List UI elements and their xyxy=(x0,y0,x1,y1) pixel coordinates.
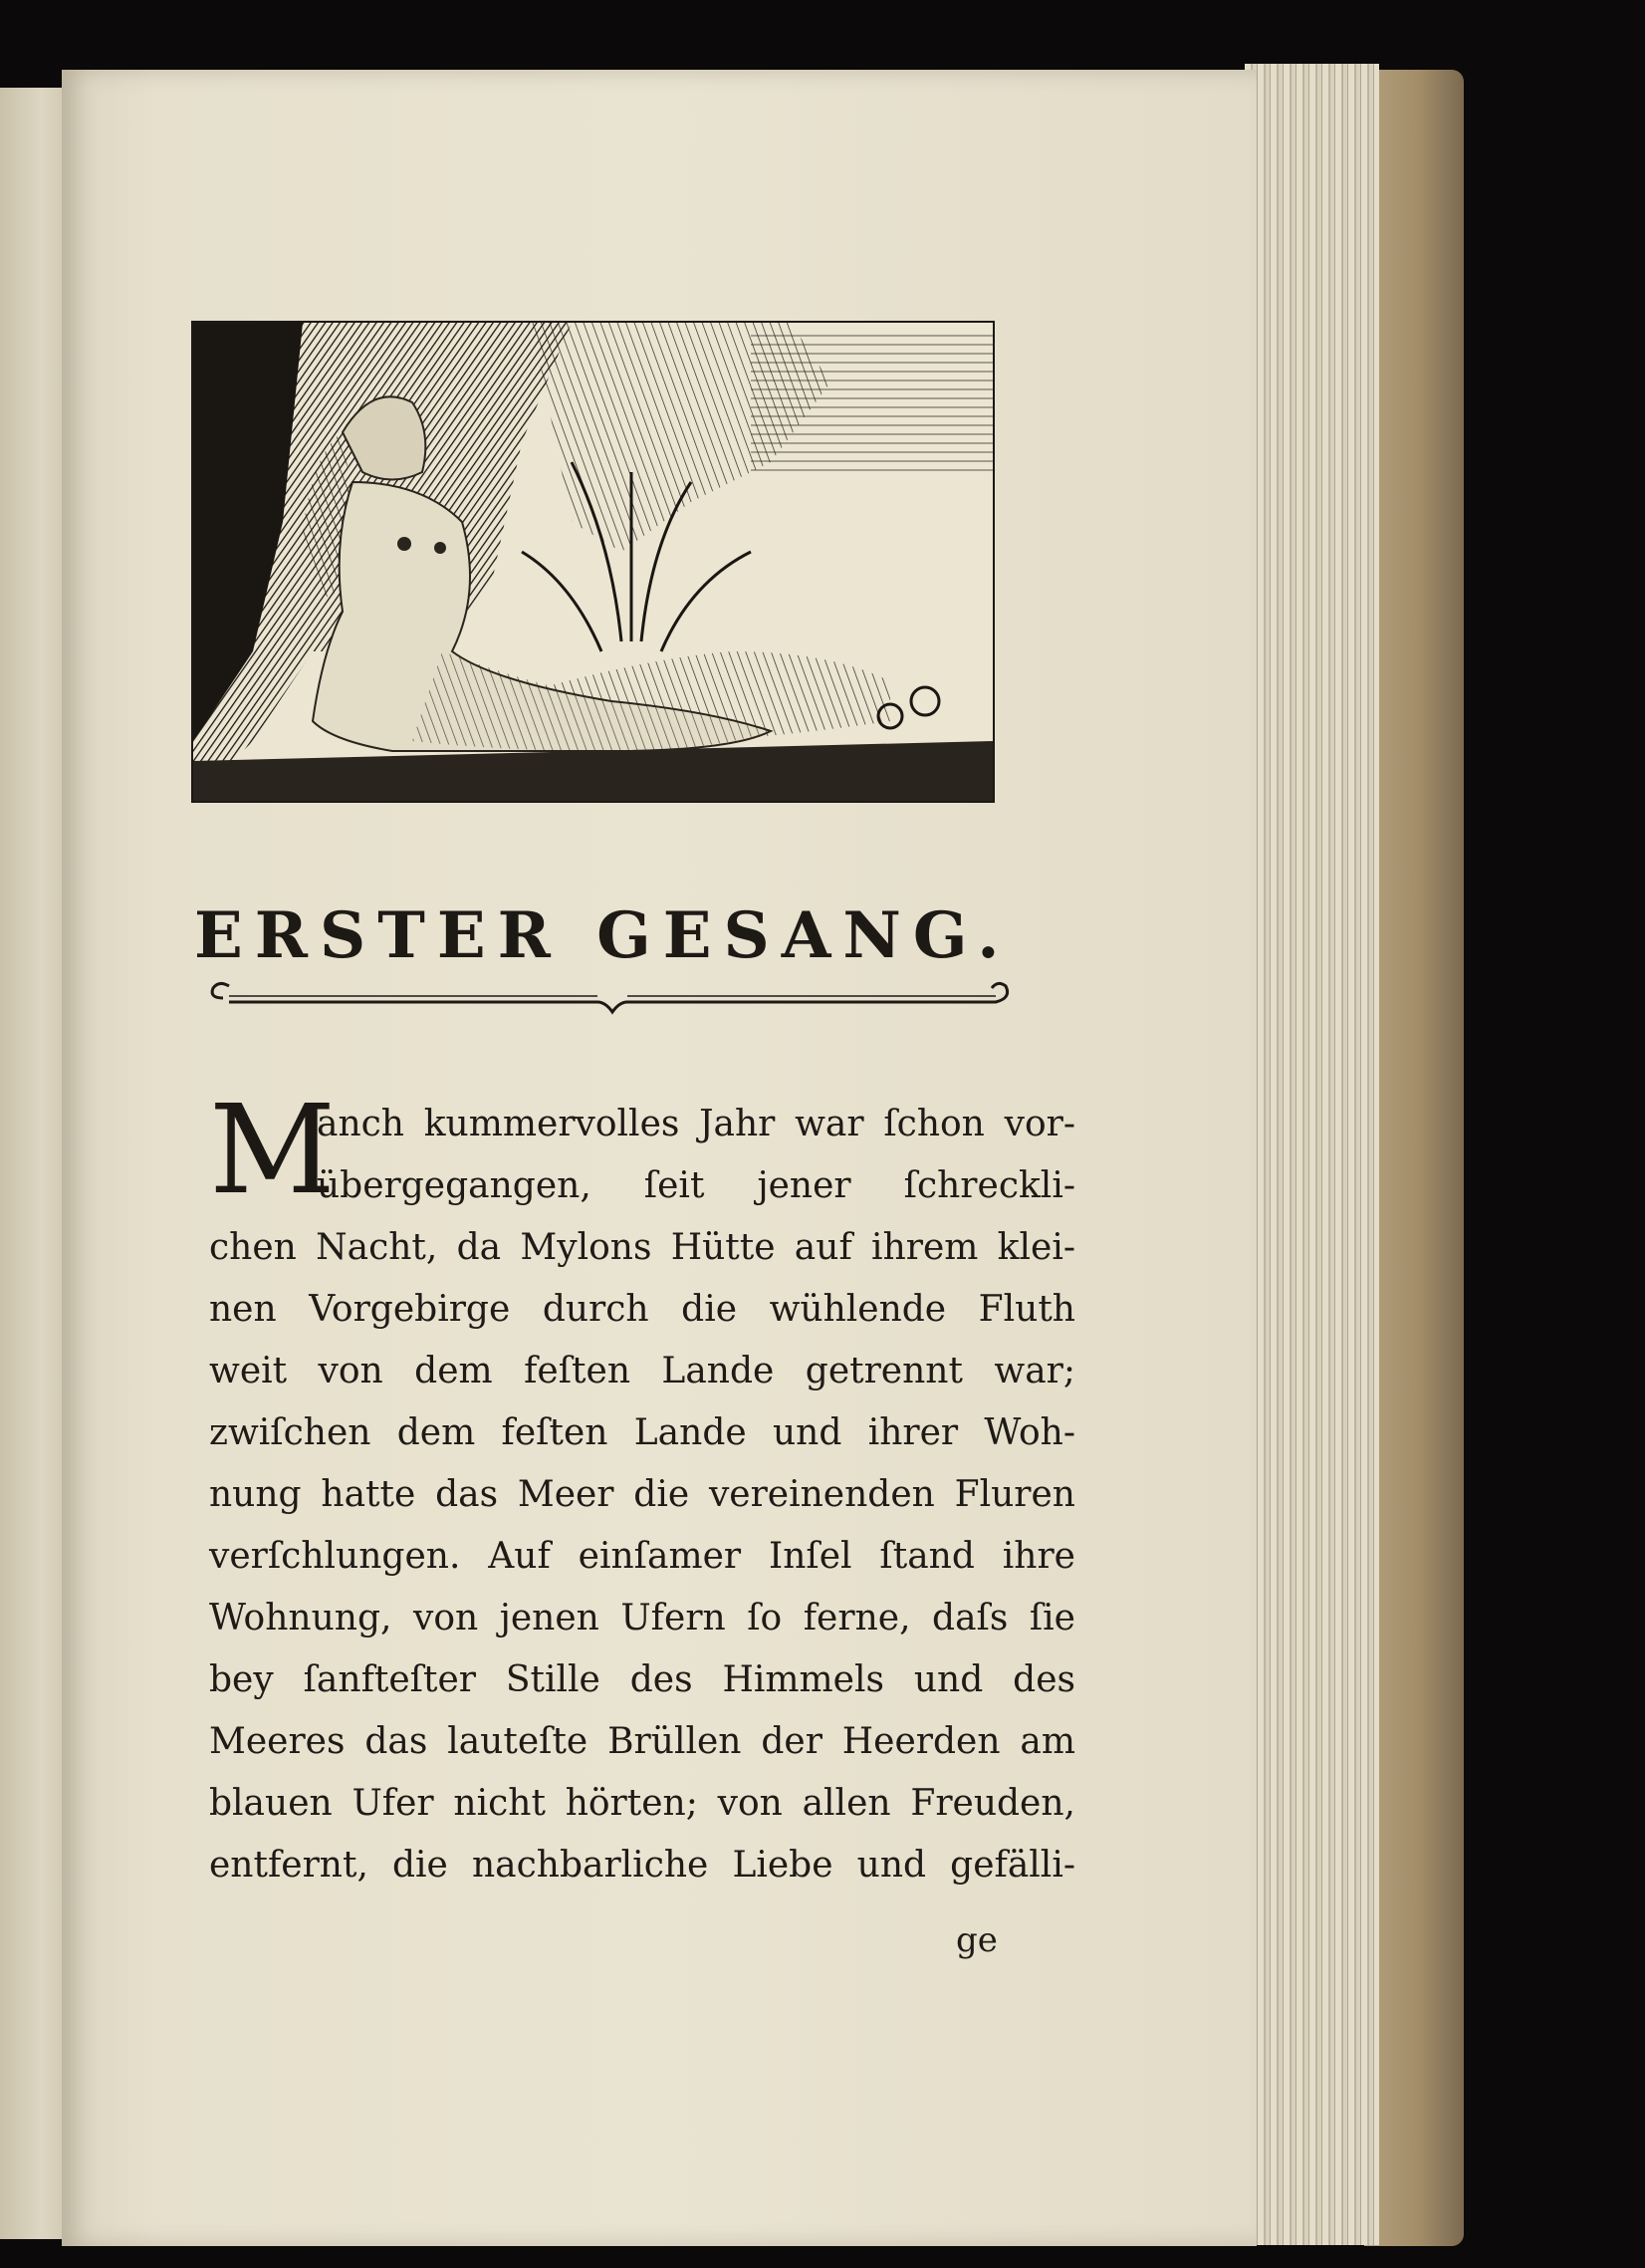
ornamental-rule xyxy=(209,976,1016,1022)
body-text xyxy=(209,1079,1075,1896)
text-line: übergegangen, ſeit jener ſchreckli- xyxy=(317,1165,1075,1206)
text-line: Wohnung, von jenen Ufern ſo ferne, daſs ſie xyxy=(209,1598,1075,1638)
catchword: ge xyxy=(956,1920,998,1960)
text-line: chen Nacht, da Mylons Hütte auf ihrem klei- xyxy=(209,1227,1075,1268)
text-line: zwiſchen dem feſten Lande und ihrer Woh- xyxy=(209,1412,1075,1453)
text-line: bey ſanfteſter Stille des Himmels und des xyxy=(209,1659,1075,1700)
page-stack xyxy=(1245,64,1379,2245)
engraved-vignette xyxy=(191,321,995,803)
book-fore-edge xyxy=(1364,70,1464,2246)
text-line: verſchlungen. Auf einſamer Inſel ſtand ihre xyxy=(209,1536,1075,1577)
chapter-heading: ERSTER GESANG. xyxy=(194,898,1012,973)
text-line: entfernt, die nachbarliche Liebe und gefälli- xyxy=(209,1845,1075,1886)
text-line: nung hatte das Meer die vereinenden Fluren xyxy=(209,1474,1075,1515)
drop-cap: M xyxy=(209,1079,336,1222)
text-line: anch kummervolles Jahr war ſchon vor- xyxy=(317,1104,1075,1144)
text-line: Meeres das lauteſte Brüllen der Heerden am xyxy=(209,1721,1075,1762)
text-line: nen Vorgebirge durch die wühlende Fluth xyxy=(209,1289,1075,1330)
text-line: blauen Ufer nicht hörten; von allen Freuden, xyxy=(209,1783,1075,1824)
reclining-woman-engraving xyxy=(193,323,993,801)
text-line: weit von dem feſten Lande getrennt war; xyxy=(209,1351,1075,1391)
